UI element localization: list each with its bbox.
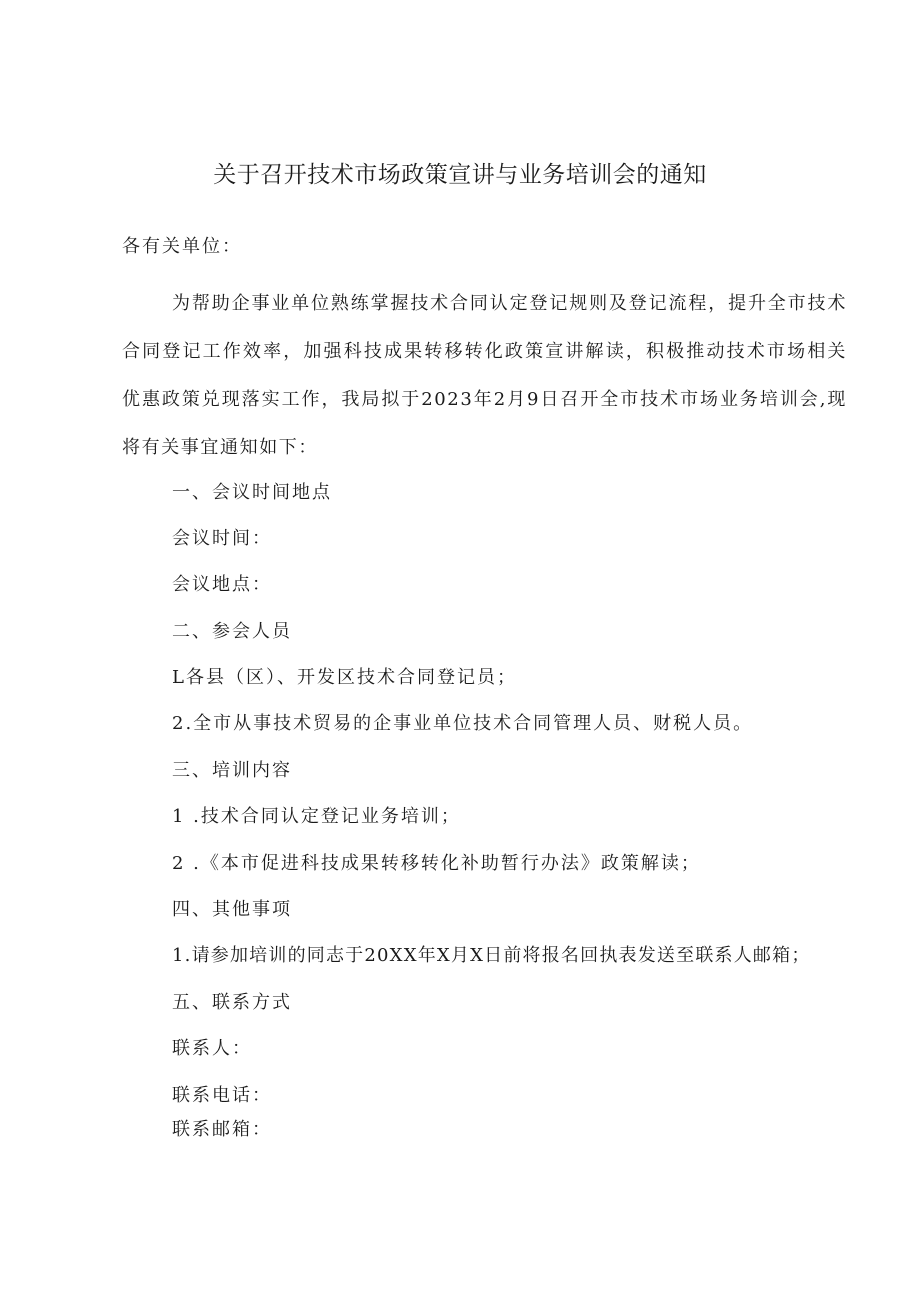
contact-person-label: 联系人：: [172, 1038, 252, 1059]
training-item-1: 1 .技术合同认定登记业务培训；: [172, 806, 461, 827]
section-5-heading: 五、联系方式: [172, 992, 292, 1013]
attendee-item-2: 2.全市从事技术贸易的企事业单位技术合同管理人员、财税人员。: [172, 713, 754, 734]
contact-phone-label: 联系电话：: [172, 1085, 272, 1106]
contact-email-label: 联系邮箱：: [172, 1119, 272, 1140]
section-1-heading: 一、会议时间地点: [172, 482, 332, 503]
section-4-heading: 四、其他事项: [172, 899, 292, 920]
salutation: 各有关单位：: [122, 236, 242, 257]
section-2-heading: 二、参会人员: [172, 621, 292, 642]
meeting-place-label: 会议地点：: [172, 574, 272, 595]
section-3-heading: 三、培训内容: [172, 760, 292, 781]
training-item-2: 2 .《本市促进科技成果转移转化补助暂行办法》政策解读；: [172, 853, 701, 874]
other-item-1: 1.请参加培训的同志于20XX年X月X日前将报名回执表发送至联系人邮箱；: [172, 945, 811, 966]
document-title: 关于召开技术市场政策宣讲与业务培训会的通知: [213, 162, 707, 188]
attendee-item-1: L各县（区）、开发区技术合同登记员；: [172, 667, 517, 688]
intro-paragraph: 为帮助企事业单位熟练掌握技术合同认定登记规则及登记流程，提升全市技术合同登记工作效率，加强科技成果转移转化政策宣讲解读，积极推动技术市场相关优惠政策兑现落实工作，我局拟于2023年2月9日召开全市技术市场业务培训会,现将有关事宜通知如下：: [122, 293, 847, 458]
meeting-time-label: 会议时间：: [172, 528, 272, 549]
